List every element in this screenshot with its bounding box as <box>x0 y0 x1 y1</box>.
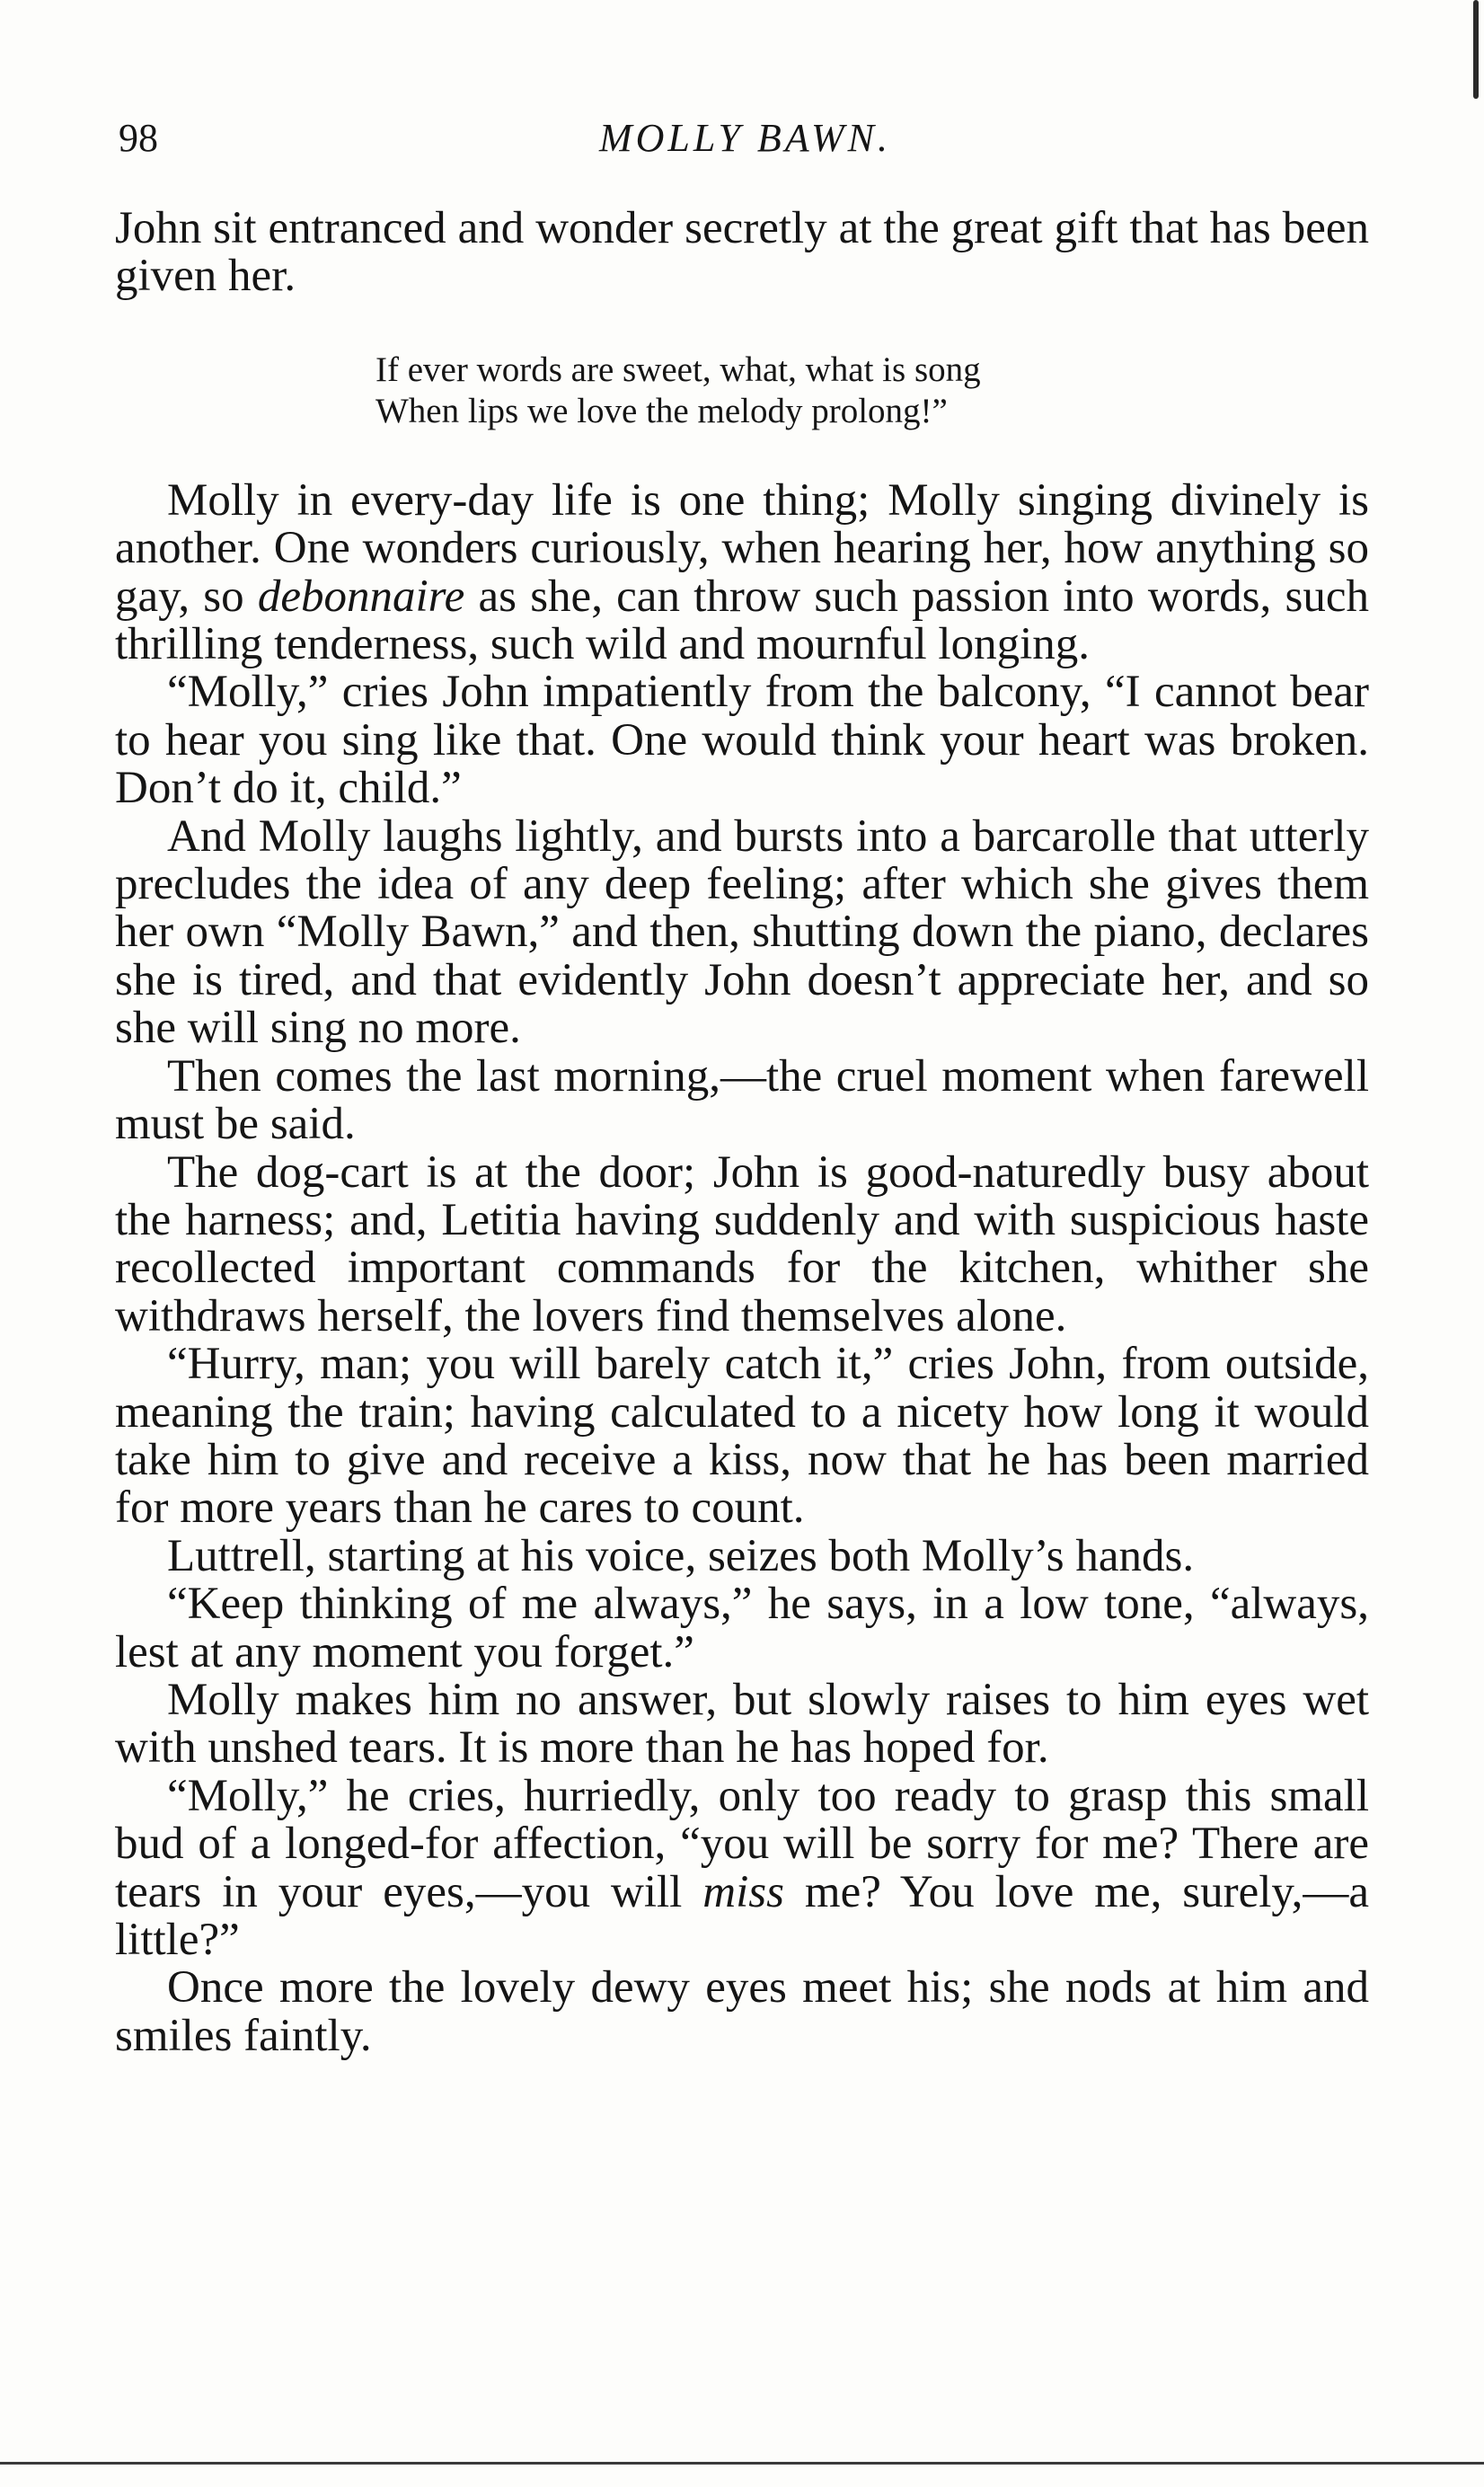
page-header <box>119 115 1372 169</box>
paragraph-text: me? You love me, surely,—a little?” <box>115 1866 1369 1965</box>
paragraph <box>115 474 1369 670</box>
bottom-rule <box>0 2462 1484 2465</box>
paragraph: “Molly,” cries John impatiently from the balcony, “I cannot bear to hear you sing like that. One would think your heart was broken. Don’t do it, child.” <box>115 667 1369 814</box>
paragraph: Once more the lovely dewy eyes meet his; she nods at him and smiles faintly. <box>115 1962 1369 2061</box>
paragraph: The dog-cart is at the door; John is good-naturedly busy about the harness; and, Letitia having suddenly and with suspicious haste recollected important commands for the kitchen, whither she withdraws herself, the lovers find themselves alone. <box>115 1146 1369 1341</box>
page-number: 98 <box>119 116 158 160</box>
paragraph-continuation: John sit entranced and wonder secretly at the great gift that has been given her. <box>115 203 1369 302</box>
italic-word: miss <box>702 1866 784 1917</box>
paragraph: Molly makes him no answer, but slowly raises to him eyes wet with unshed tears. It is more than he has hoped for. <box>115 1674 1369 1774</box>
running-title: MOLLY BAWN. <box>598 116 892 160</box>
paragraph: “Keep thinking of me always,” he says, in a low tone, “always, lest at any moment you forget.” <box>115 1579 1369 1677</box>
paragraph-text: Molly in every-day life is one thing; Molly singing divinely is another. One wonders curiously, when hearing her, how anything so gay, so <box>115 474 1369 622</box>
verse-line-1: If ever words are sweet, what, what is song <box>375 350 981 389</box>
paragraph-text: as she, can throw such passion into words, such thrilling tenderness, such wild and mournful longing. <box>115 571 1369 670</box>
paragraph-text: “Molly,” he cries, hurriedly, only too ready to grasp this small bud of a longed-for affection, “you will be sorry for me? There are tears in your eyes,—you will <box>115 1770 1369 1917</box>
italic-word: debonnaire <box>257 571 465 622</box>
paragraph: “Hurry, man; you will barely catch it,” cries John, from outside, meaning the train; having calculated to a nicety how long it would take him to give and receive a kiss, now that he has been married for more years than he cares to count. <box>115 1339 1369 1534</box>
body-text <box>115 205 1369 2060</box>
paragraph: And Molly laughs lightly, and bursts into a barcarolle that utterly precludes the idea of any deep feeling; after which she gives them her own “Molly Bawn,” and then, shutting down the piano, declares she is tired, and that evidently John doesn’t appreciate her, and so she will sing no more. <box>115 810 1369 1054</box>
verse-line-2: When lips we love the melody prolong!” <box>375 391 948 430</box>
verse-quote <box>375 350 1369 432</box>
paragraph: Then comes the last morning,—the cruel moment when farewell must be said. <box>115 1050 1369 1150</box>
paragraph <box>115 1770 1369 1965</box>
paragraph: Luttrell, starting at his voice, seizes both Molly’s hands. <box>167 1530 1195 1581</box>
page-edge-mark <box>1473 0 1479 99</box>
